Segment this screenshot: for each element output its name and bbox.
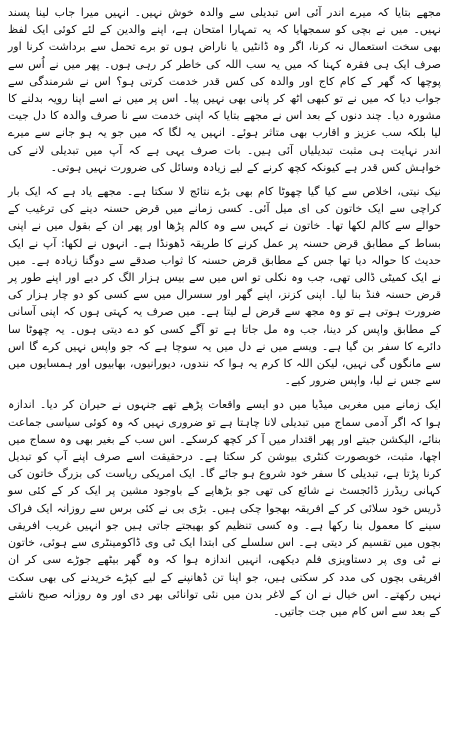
paragraph-2: نیک نیتی، اخلاص سے کیا گیا چھوٹا کام بھی بڑے نتائج لا سکتا ہے۔ مجھے یاد ہے کہ ایک بار کراچی سے ایک خاتون کی ای میل آئی۔ کسی زمانے میں قرض حسنہ دینے کی ترغیب کے حوالے سے کالم لکھا تھا۔ خاتون نے کہیں سے وہ کالم پڑھا اور پھر ان کے بقول میں نے اپنی بساط کے مطابق قرض حسنہ پر عمل کرنے کا طریقہ ڈھونڈا ہے۔ انہوں نے لکھا: آپ نے ایک حدیث کا حوالہ دیا تھا جس کے مطابق قرض حسنہ کا ثواب صدقے سے دوگنا زیادہ ہے۔ میں نے ایک کمیٹی ڈالی تھی، جب وہ نکلی تو اس میں سے بیس ہزار الگ کر دیے اور اپنے طور پر قرض حسنہ فنڈ بنا لیا۔ اپنی کزنز، اپنے گھر اور سسرال میں سے کسی کو دو چار ہزار کی ضرورت ہوتی ہے تو وہ مجھ سے قرض لے لیتا ہے۔ میں صرف یہ کہتی ہوں کہ اپنی آسانی کے مطابق واپس کر دینا، جب وہ مل جاتا ہے تو آگے کسی کو دے دیتی ہوں۔ یہ چھوٹا سا دائرے کا سفر بن گیا ہے۔ ویسے میں نے دل میں یہ سوچا ہے کہ جو واپس نہیں کرے گا اس سے مانگوں گی نہیں، لیکن اللہ کا کرم یہ ہوا کہ نندوں، دیورانیوں، بھابیوں اور ہمسایوں میں سے جس نے لیا، واپس ضرور کیے۔ <box>8 185 441 388</box>
paragraph-3: ایک زمانے میں مغربی میڈیا میں دو ایسے واقعات پڑھے تھے جنہوں نے حیران کر دیا۔ اندازہ ہوا کہ اگر آدمی سماج میں تبدیلی لانا چاہتا ہے تو ضروری نہیں کہ وہ کوئی سیاسی جماعت بنائے، الیکشن جیتے اور پھر اقتدار میں آ کر کچھ کرسکے۔ اس سب کے بغیر بھی وہ سماج میں اچھا، مثبت، خوبصورت کنٹری بیوشن کر سکتا ہے۔ درحقیقت اسے صرف اپنے آپ کو تبدیل کرنا پڑتا ہے، تبدیلی کا سفر خود شروع ہو جائے گا۔ ایک امریکی ریاست کی بزرگ خاتون کی کہانی ریڈرز ڈائجسٹ نے شائع کی تھی جو بڑھاپے کے باوجود مشین پر ایک کر کے کئی سو ڈریس خود سلائی کر کے افریقہ بھجوا چکی ہیں۔ بڑی بی نے کئی برس سے روزانہ ایک فراک سینے کا معمول بنا رکھا ہے۔ وہ کسی تنظیم کو بھیجتے جاتی ہیں جو انہیں غریب افریقی بچوں میں تقسیم کر دیتی ہے۔ اس سلسلے کی ابتدا ایک ٹی وی ڈاکومینٹری سے ہوئی، خاتون نے ٹی وی پر دستاویزی فلم دیکھی، انہیں اندازہ ہوا کہ وہ گھر بیٹھے جوڑے سی کر ان افریقی بچوں کی مدد کر سکتی ہیں، جو اپنا تن ڈھانپنے کے لیے کپڑے خریدنے کی بھی سکت نہیں رکھتے۔ اس خیال نے ان کے لاغر بدن میں نئی توانائی بھر دی اور وہ روزانہ صبح ناشتے کے بعد سے اس کام میں جت جاتیں۔ <box>8 398 441 618</box>
paragraph-1: مجھے بتایا کہ میرے اندر آئی اس تبدیلی سے والدہ خوش نہیں۔ انہیں میرا جاب لینا پسند نہیں۔ میں نے بچی کو سمجھایا کہ یہ تمہارا امتحان ہے، اپنے والدین کے لئے کوئی ایک لفظ بھی سخت استعمال نہ کرنا، اگر وہ ڈانٹیں یا ناراض ہوں تو برے تحمل سے برداشت کرنا اور صرف ایک ہی فقرہ کہنا کہ میں یہ سب اللہ کی خاطر کر رہی ہوں۔ پھر میں نے اُس سے پوچھا کہ گھر کے کام کاج اور والدہ کی کس قدر خدمت کرتی ہو؟ اس نے شرمندگی سے جواب دیا کہ میں نے تو کبھی اٹھ کر پانی بھی نہیں پیا۔ اس پر میں نے اسے اپنا رویہ بدلنے کا مشورہ دیا۔ چند دنوں کے بعد اس نے مجھے بتایا کہ اپنی خدمت سے نا صرف والدہ کا دل جیت لیا بلکہ سب عزیز و اقارب بھی متاثر ہوئے۔ انہیں یہ لگا کہ میں جو یہ ہو جانے سے میرے اندر نہایت ہی مثبت تبدیلیاں آئی ہیں۔ بات صرف یہی ہے کہ آپ میں تبدیلی لانے کی خواہش کس قدر ہے کیونکہ کچھ کرنے کے لیے زیادہ وسائل کی ضرورت نہیں ہوتی۔ <box>8 6 441 174</box>
